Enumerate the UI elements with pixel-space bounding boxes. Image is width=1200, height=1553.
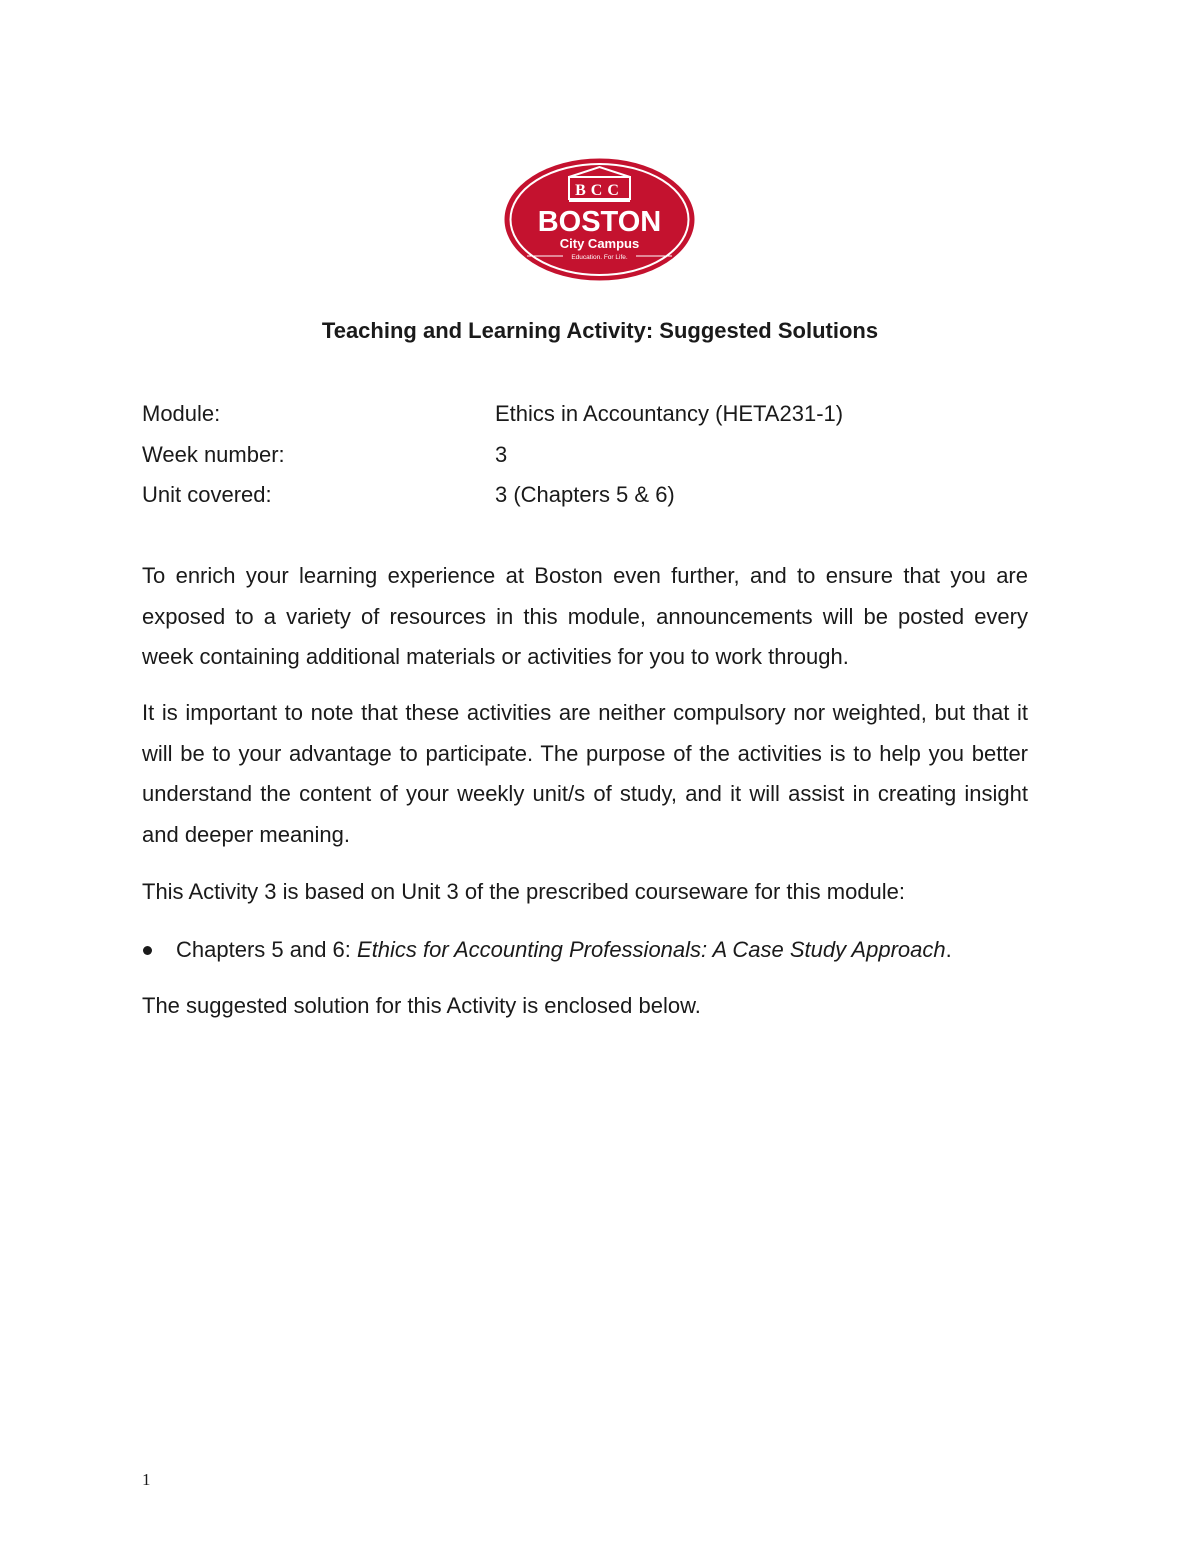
logo-campus: City Campus [559, 236, 640, 251]
chapters-bullet-item [176, 937, 952, 963]
courseware-title: Ethics for Accounting Professionals: A Case Study Approach [357, 937, 946, 962]
week-number-value: 3 [495, 442, 508, 467]
intro-paragraph: To enrich your learning experience at Boston even further, and to ensure that you are exposed to a variety of resources in this module, announcements will be posted every week containing additional materials or activities for you to work through. [142, 563, 1028, 669]
activity-basis-paragraph: This Activity 3 is based on Unit 3 of the prescribed courseware for this module: [142, 879, 906, 904]
unit-covered-label: Unit covered: [142, 482, 272, 507]
importance-paragraph: It is important to note that these activities are neither compulsory nor weighted, but that it will be to your advantage to participate. The purpose of the activities is to help you better understand the content of your weekly unit/s of study, and it will assist in creating insight and deeper meaning. [142, 700, 1028, 847]
logo-initials: BCC [575, 182, 624, 199]
week-number-label: Week number: [142, 442, 285, 467]
closing-paragraph: The suggested solution for this Activity is enclosed below. [142, 993, 701, 1018]
document-title: Teaching and Learning Activity: Suggested Solutions [321, 318, 879, 343]
boston-city-campus-logo [503, 157, 696, 282]
logo-name: BOSTON [537, 206, 662, 238]
bullet-icon [143, 946, 152, 955]
module-value: Ethics in Accountancy (HETA231-1) [495, 401, 844, 426]
bullet-prefix: Chapters 5 and 6: [176, 937, 358, 962]
module-label: Module: [142, 401, 221, 426]
unit-covered-value: 3 (Chapters 5 & 6) [495, 482, 675, 507]
page-number: 1 [142, 1470, 151, 1489]
logo-tagline: Education. For Life. [571, 254, 628, 261]
bullet-suffix: . [945, 937, 952, 962]
